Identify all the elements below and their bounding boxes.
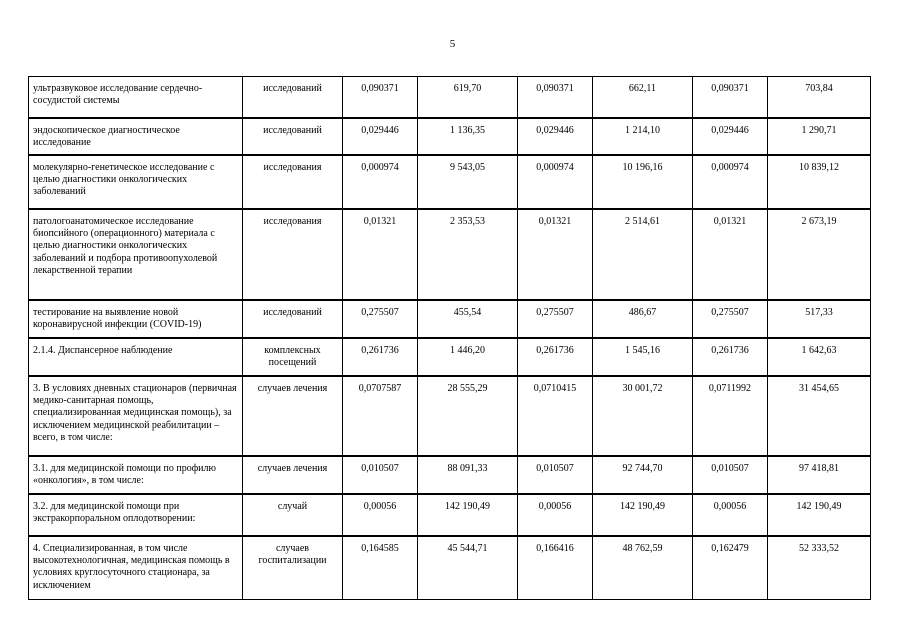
- service-name-cell: ультразвуковое исследование сердечно-сосудистой системы: [29, 77, 243, 118]
- service-name-cell: 4. Специализированная, в том числе высокотехнологичная, медицинская помощь в условиях круглосуточного стационара, за исключением: [29, 536, 243, 600]
- cost-2023-cell: 455,54: [418, 300, 518, 338]
- unit-cell: комплексных посещений: [243, 338, 343, 376]
- volume-2023-cell: 0,261736: [343, 338, 418, 376]
- service-name-cell: тестирование на выявление новой коронавирусной инфекции (COVID-19): [29, 300, 243, 338]
- volume-2023-cell: 0,000974: [343, 155, 418, 209]
- cost-2023-cell: 1 446,20: [418, 338, 518, 376]
- cost-2025-cell: 1 642,63: [768, 338, 871, 376]
- table-row: [29, 300, 871, 338]
- table-row: [29, 77, 871, 118]
- service-name-cell: эндоскопическое диагностическое исследование: [29, 118, 243, 155]
- unit-cell: исследования: [243, 209, 343, 300]
- volume-2024-cell: 0,0710415: [518, 376, 593, 456]
- volume-2023-cell: 0,010507: [343, 456, 418, 494]
- table-row: [29, 338, 871, 376]
- cost-2025-cell: 517,33: [768, 300, 871, 338]
- table-row: [29, 376, 871, 456]
- page-number: 5: [449, 38, 456, 50]
- volume-2025-cell: 0,162479: [693, 536, 768, 600]
- volume-2025-cell: 0,00056: [693, 494, 768, 536]
- cost-2024-cell: 142 190,49: [593, 494, 693, 536]
- service-name-cell: патологоанатомическое исследование биопсийного (операционного) материала с целью диагностики онкологических заболеваний и подбора противоопухолевой лекарственной терапии: [29, 209, 243, 300]
- unit-cell: случаев лечения: [243, 376, 343, 456]
- volume-2024-cell: 0,261736: [518, 338, 593, 376]
- volume-2024-cell: 0,01321: [518, 209, 593, 300]
- volume-2024-cell: 0,166416: [518, 536, 593, 600]
- volume-2023-cell: 0,090371: [343, 77, 418, 118]
- cost-2024-cell: 48 762,59: [593, 536, 693, 600]
- cost-2025-cell: 142 190,49: [768, 494, 871, 536]
- unit-cell: исследований: [243, 118, 343, 155]
- volume-2024-cell: 0,00056: [518, 494, 593, 536]
- unit-cell: случаев лечения: [243, 456, 343, 494]
- volume-2024-cell: 0,010507: [518, 456, 593, 494]
- volume-2025-cell: 0,275507: [693, 300, 768, 338]
- cost-2023-cell: 1 136,35: [418, 118, 518, 155]
- volume-2025-cell: 0,000974: [693, 155, 768, 209]
- volume-2025-cell: 0,0711992: [693, 376, 768, 456]
- volume-2024-cell: 0,275507: [518, 300, 593, 338]
- cost-2023-cell: 9 543,05: [418, 155, 518, 209]
- cost-2024-cell: 10 196,16: [593, 155, 693, 209]
- volume-2025-cell: 0,261736: [693, 338, 768, 376]
- service-name-cell: 3.1. для медицинской помощи по профилю «онкология», в том числе:: [29, 456, 243, 494]
- service-name-cell: молекулярно-генетическое исследование с целью диагностики онкологических заболеваний: [29, 155, 243, 209]
- table-row: [29, 456, 871, 494]
- cost-2024-cell: 486,67: [593, 300, 693, 338]
- volume-2024-cell: 0,090371: [518, 77, 593, 118]
- volume-2023-cell: 0,029446: [343, 118, 418, 155]
- table-row: [29, 536, 871, 600]
- service-name-cell: 2.1.4. Диспансерное наблюдение: [29, 338, 243, 376]
- unit-cell: исследований: [243, 300, 343, 338]
- cost-2024-cell: 92 744,70: [593, 456, 693, 494]
- cost-2023-cell: 142 190,49: [418, 494, 518, 536]
- tariff-table: [28, 76, 871, 600]
- volume-2023-cell: 0,0707587: [343, 376, 418, 456]
- unit-cell: случай: [243, 494, 343, 536]
- cost-2025-cell: 10 839,12: [768, 155, 871, 209]
- volume-2025-cell: 0,090371: [693, 77, 768, 118]
- volume-2023-cell: 0,01321: [343, 209, 418, 300]
- cost-2025-cell: 2 673,19: [768, 209, 871, 300]
- unit-cell: исследования: [243, 155, 343, 209]
- cost-2024-cell: 1 214,10: [593, 118, 693, 155]
- volume-2025-cell: 0,01321: [693, 209, 768, 300]
- volume-2023-cell: 0,164585: [343, 536, 418, 600]
- volume-2024-cell: 0,000974: [518, 155, 593, 209]
- volume-2023-cell: 0,275507: [343, 300, 418, 338]
- cost-2025-cell: 1 290,71: [768, 118, 871, 155]
- service-name-cell: 3.2. для медицинской помощи при экстракорпоральном оплодотворении:: [29, 494, 243, 536]
- cost-2023-cell: 619,70: [418, 77, 518, 118]
- cost-2023-cell: 88 091,33: [418, 456, 518, 494]
- cost-2024-cell: 2 514,61: [593, 209, 693, 300]
- volume-2024-cell: 0,029446: [518, 118, 593, 155]
- table-body: [29, 77, 871, 600]
- cost-2024-cell: 1 545,16: [593, 338, 693, 376]
- cost-2024-cell: 30 001,72: [593, 376, 693, 456]
- unit-cell: исследований: [243, 77, 343, 118]
- cost-2025-cell: 703,84: [768, 77, 871, 118]
- table-row: [29, 494, 871, 536]
- cost-2023-cell: 28 555,29: [418, 376, 518, 456]
- cost-2025-cell: 31 454,65: [768, 376, 871, 456]
- cost-2025-cell: 97 418,81: [768, 456, 871, 494]
- table-row: [29, 155, 871, 209]
- table-row: [29, 209, 871, 300]
- cost-2025-cell: 52 333,52: [768, 536, 871, 600]
- volume-2025-cell: 0,029446: [693, 118, 768, 155]
- table-row: [29, 118, 871, 155]
- unit-cell: случаев госпитализации: [243, 536, 343, 600]
- cost-2024-cell: 662,11: [593, 77, 693, 118]
- service-name-cell: 3. В условиях дневных стационаров (первичная медико-санитарная помощь, специализированная медицинская помощь), за исключением медицинской реабилитации – всего, в том числе:: [29, 376, 243, 456]
- cost-2023-cell: 2 353,53: [418, 209, 518, 300]
- volume-2025-cell: 0,010507: [693, 456, 768, 494]
- volume-2023-cell: 0,00056: [343, 494, 418, 536]
- cost-2023-cell: 45 544,71: [418, 536, 518, 600]
